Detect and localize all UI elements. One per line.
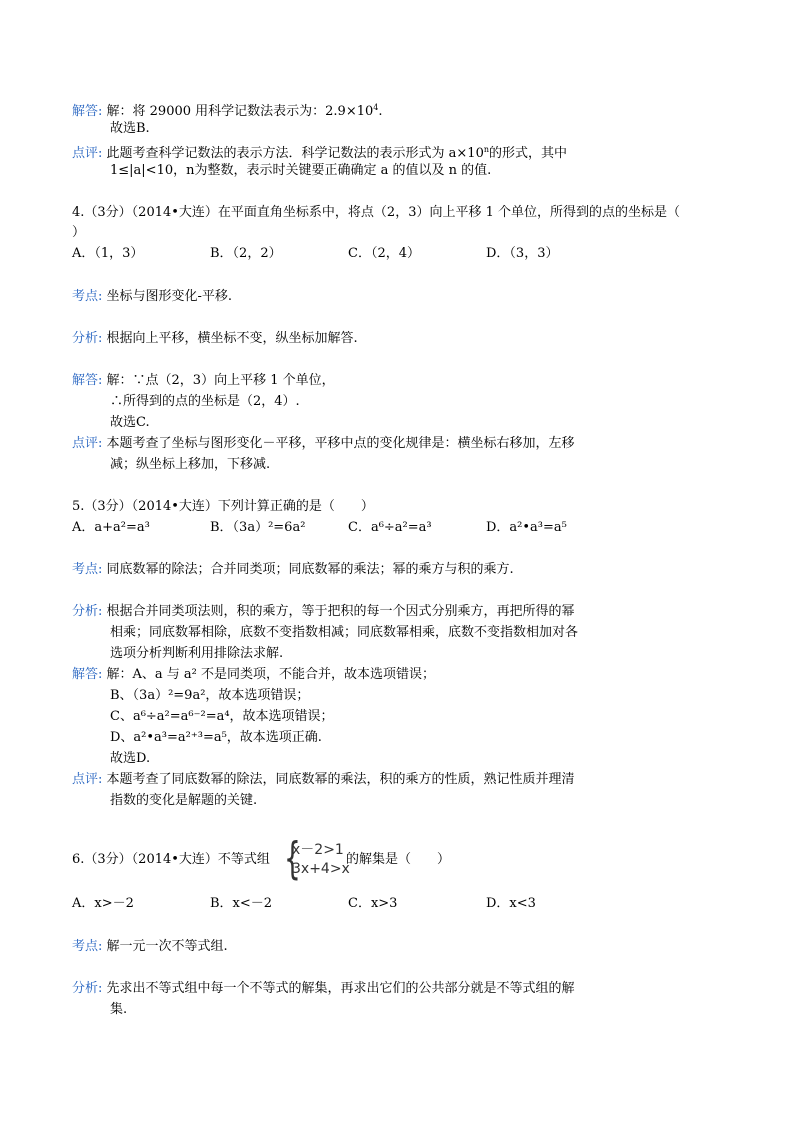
q4-stem-line-2: ） <box>72 225 86 240</box>
point-label: 考点: <box>72 289 103 304</box>
q6-option-d: D．x<3 <box>486 896 536 911</box>
prev-answer-line-1 <box>72 99 383 121</box>
exponent: 4 <box>373 103 379 112</box>
q4-comment-line-2: 减；纵坐标上移加，下移减. <box>110 457 271 472</box>
q5-answer-line-5: 故选D. <box>110 751 151 766</box>
analysis-text: 先求出不等式组中每一个不等式的解集，再求出它们的公共部分就是不等式组的解 <box>106 981 575 996</box>
q5-analysis-line-1 <box>72 603 575 621</box>
exponent: n <box>483 145 490 154</box>
q5-analysis-line-2: 相乘；同底数幂相除，底数不变指数相减；同底数幂相乘，底数不变指数相加对各 <box>110 625 579 640</box>
answer-label: 解答: <box>72 667 103 682</box>
q4-option-c: C．（2，4） <box>348 246 420 261</box>
q6-analysis-line-1 <box>72 980 575 998</box>
q6-point <box>72 938 228 956</box>
left-brace-icon: { <box>284 833 301 884</box>
q5-option-d: D．a²•a³=a⁵ <box>486 520 567 535</box>
prev-comment-line-1 <box>72 141 567 163</box>
comment-text: 此题考查科学记数法的表示方法．科学记数法的表示形式为 a×10 <box>106 146 484 161</box>
answer-text: 解：A、a 与 a² 不是同类项，不能合并，故本选项错误； <box>106 667 436 682</box>
q4-stem-line-1: 4.（3分）（2014•大连）在平面直角坐标系中，将点（2，3）向上平移 1 个单位，所得到的点的坐标是（ <box>72 205 681 220</box>
answer-text-end: . <box>378 104 383 119</box>
q4-comment-line-1 <box>72 435 575 453</box>
inequality-1: x－2>1 <box>292 842 344 858</box>
q5-point <box>72 561 514 579</box>
q4-option-d: D．（3，3） <box>486 246 559 261</box>
point-text: 解一元一次不等式组. <box>106 939 228 954</box>
comment-label: 点评: <box>72 772 103 787</box>
q5-answer-line-3: C、a⁶÷a²=a⁶⁻²=a⁴，故本选项错误； <box>110 709 334 724</box>
q4-point <box>72 288 232 306</box>
analysis-label: 分析: <box>72 981 103 996</box>
comment-text: 本题考查了坐标与图形变化－平移，平移中点的变化规律是：横坐标右移加，左移 <box>106 436 575 451</box>
q5-option-a: A．a+a²=a³ <box>72 520 150 535</box>
q5-answer-line-1 <box>72 666 435 684</box>
q5-answer-line-2: B、（3a）²=9a²，故本选项错误； <box>110 688 310 703</box>
point-text: 坐标与图形变化-平移. <box>106 289 233 304</box>
prev-answer-line-2: 故选B. <box>110 121 150 136</box>
q6-option-c: C．x>3 <box>348 896 398 911</box>
q4-option-b: B．（2，2） <box>210 246 282 261</box>
inequality-2: 3x+4>x <box>292 861 350 877</box>
q4-analysis <box>72 330 358 348</box>
q6-analysis-line-2: 集. <box>110 1002 128 1017</box>
q5-comment-line-1 <box>72 771 575 789</box>
analysis-text: 根据合并同类项法则，积的乘方，等于把积的每一个因式分别乘方，再把所得的幂 <box>106 604 575 619</box>
comment-text: 本题考查了同底数幂的除法，同底数幂的乘法，积的乘方的性质，熟记性质并理清 <box>106 772 575 787</box>
point-text: 同底数幂的除法；合并同类项；同底数幂的乘法；幂的乘方与积的乘方. <box>106 562 514 577</box>
prev-comment-line-2: 1≤|a|<10，n为整数，表示时关键要正确确定 a 的值以及 n 的值. <box>110 163 492 178</box>
analysis-text: 根据向上平移，横坐标不变，纵坐标加解答. <box>106 331 358 346</box>
q4-answer-line-2: ∴所得到的点的坐标是（2，4）. <box>110 394 300 409</box>
q6-stem-post: 的解集是（ ） <box>346 852 451 867</box>
q6-option-b: B．x<－2 <box>210 896 273 911</box>
q5-answer-line-4: D、a²•a³=a²⁺³=a⁵，故本选项正确. <box>110 730 322 745</box>
comment-label: 点评: <box>72 146 103 161</box>
inequality-system <box>284 833 350 884</box>
answer-label: 解答: <box>72 373 103 388</box>
q4-answer-line-3: 故选C. <box>110 415 150 430</box>
comment-label: 点评: <box>72 436 103 451</box>
q5-stem: 5.（3分）（2014•大连）下列计算正确的是（ ） <box>72 499 374 514</box>
point-label: 考点: <box>72 562 103 577</box>
q4-option-a: A．（1，3） <box>72 246 144 261</box>
analysis-label: 分析: <box>72 331 103 346</box>
answer-text: 解：∵点（2，3）向上平移 1 个单位， <box>106 373 335 388</box>
point-label: 考点: <box>72 939 103 954</box>
q5-option-c: C．a⁶÷a²=a³ <box>348 520 432 535</box>
q6-stem-pre: 6.（3分）（2014•大连）不等式组 <box>72 852 270 867</box>
q5-option-b: B．（3a）²=6a² <box>210 520 306 535</box>
q4-answer-line-1 <box>72 372 335 390</box>
q6-option-a: A．x>－2 <box>72 896 134 911</box>
analysis-label: 分析: <box>72 604 103 619</box>
q5-comment-line-2: 指数的变化是解题的关键. <box>110 793 258 808</box>
q5-analysis-line-3: 选项分析判断利用排除法求解. <box>110 646 284 661</box>
answer-text: 解：将 29000 用科学记数法表示为：2.9×10 <box>106 104 374 119</box>
comment-text-end: 的形式，其中 <box>489 146 568 161</box>
answer-label: 解答: <box>72 104 103 119</box>
